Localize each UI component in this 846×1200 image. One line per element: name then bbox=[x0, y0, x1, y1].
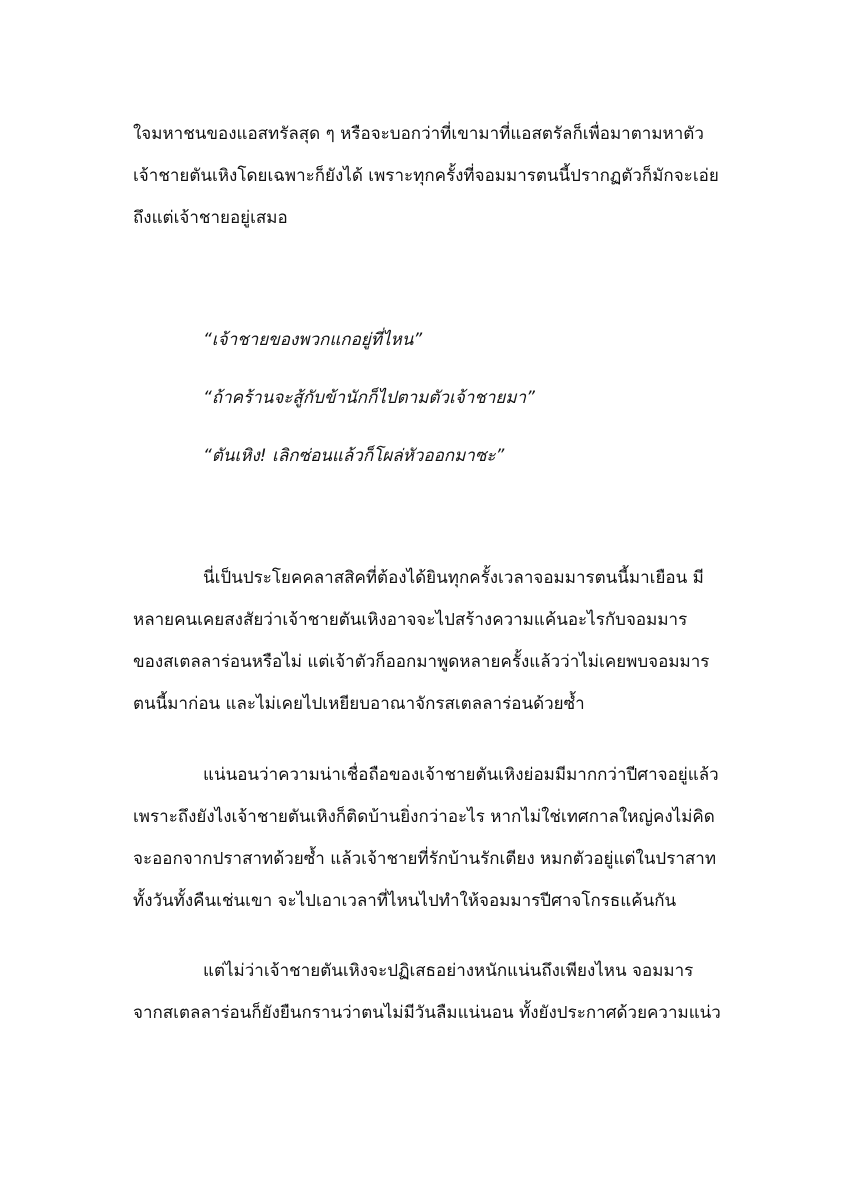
paragraph-line: จะออกจากปราสาทด้วยซ้ำ แล้วเจ้าชายที่รักบ้านรักเตียง หมกตัวอยู่แต่ในปราสาท bbox=[133, 849, 717, 869]
paragraph-line: แต่ไม่ว่าเจ้าชายตันเหิงจะปฏิเสธอย่างหนักแน่นถึงเพียงไหน จอมมาร bbox=[203, 961, 694, 981]
paragraph-line: ใจมหาชนของแอสทรัลสุด ๆ หรือจะบอกว่าที่เขามาที่แอสตรัลก็เพื่อมาตามหาตัว bbox=[133, 124, 704, 144]
dialogue-quote: “ตันเหิง! เลิกซ่อนแล้วก็โผล่หัวออกมาซะ” bbox=[203, 446, 505, 466]
paragraph-line: เพราะถึงยังไงเจ้าชายตันเหิงก็ติดบ้านยิ่งกว่าอะไร หากไม่ใช่เทศกาลใหญ่คงไม่คิด bbox=[133, 807, 715, 827]
paragraph-line: ทั้งวันทั้งคืนเช่นเขา จะไปเอาเวลาที่ไหนไปทำให้จอมมารปีศาจโกรธแค้นกัน bbox=[133, 891, 677, 911]
paragraph-line: ตนนี้มาก่อน และไม่เคยไปเหยียบอาณาจักรสเตลลาร่อนด้วยซ้ำ bbox=[133, 694, 585, 714]
dialogue-quote: “เจ้าชายของพวกแกอยู่ที่ไหน” bbox=[203, 330, 423, 350]
paragraph-line: จากสเตลลาร่อนก็ยังยืนกรานว่าตนไม่มีวันลืมแน่นอน ทั้งยังประกาศด้วยความแน่ว bbox=[133, 1003, 721, 1023]
paragraph-line: ของสเตลลาร่อนหรือไม่ แต่เจ้าตัวก็ออกมาพูดหลายครั้งแล้วว่าไม่เคยพบจอมมาร bbox=[133, 652, 710, 672]
paragraph-line: เจ้าชายตันเหิงโดยเฉพาะก็ยังได้ เพราะทุกครั้งที่จอมมารตนนี้ปรากฏตัวก็มักจะเอ่ย bbox=[133, 166, 719, 186]
paragraph-line: นี่เป็นประโยคคลาสสิคที่ต้องได้ยินทุกครั้งเวลาจอมมารตนนี้มาเยือน มี bbox=[203, 568, 704, 588]
dialogue-quote: “ถ้าคร้านจะสู้กับข้านักก็ไปตามตัวเจ้าชายมา” bbox=[203, 388, 535, 408]
paragraph-line: หลายคนเคยสงสัยว่าเจ้าชายตันเหิงอาจจะไปสร้างความแค้นอะไรกับจอมมาร bbox=[133, 610, 688, 630]
paragraph-line: แน่นอนว่าความน่าเชื่อถือของเจ้าชายตันเหิงย่อมมีมากกว่าปีศาจอยู่แล้ว bbox=[203, 765, 719, 785]
paragraph-line: ถึงแต่เจ้าชายอยู่เสมอ bbox=[133, 208, 288, 228]
